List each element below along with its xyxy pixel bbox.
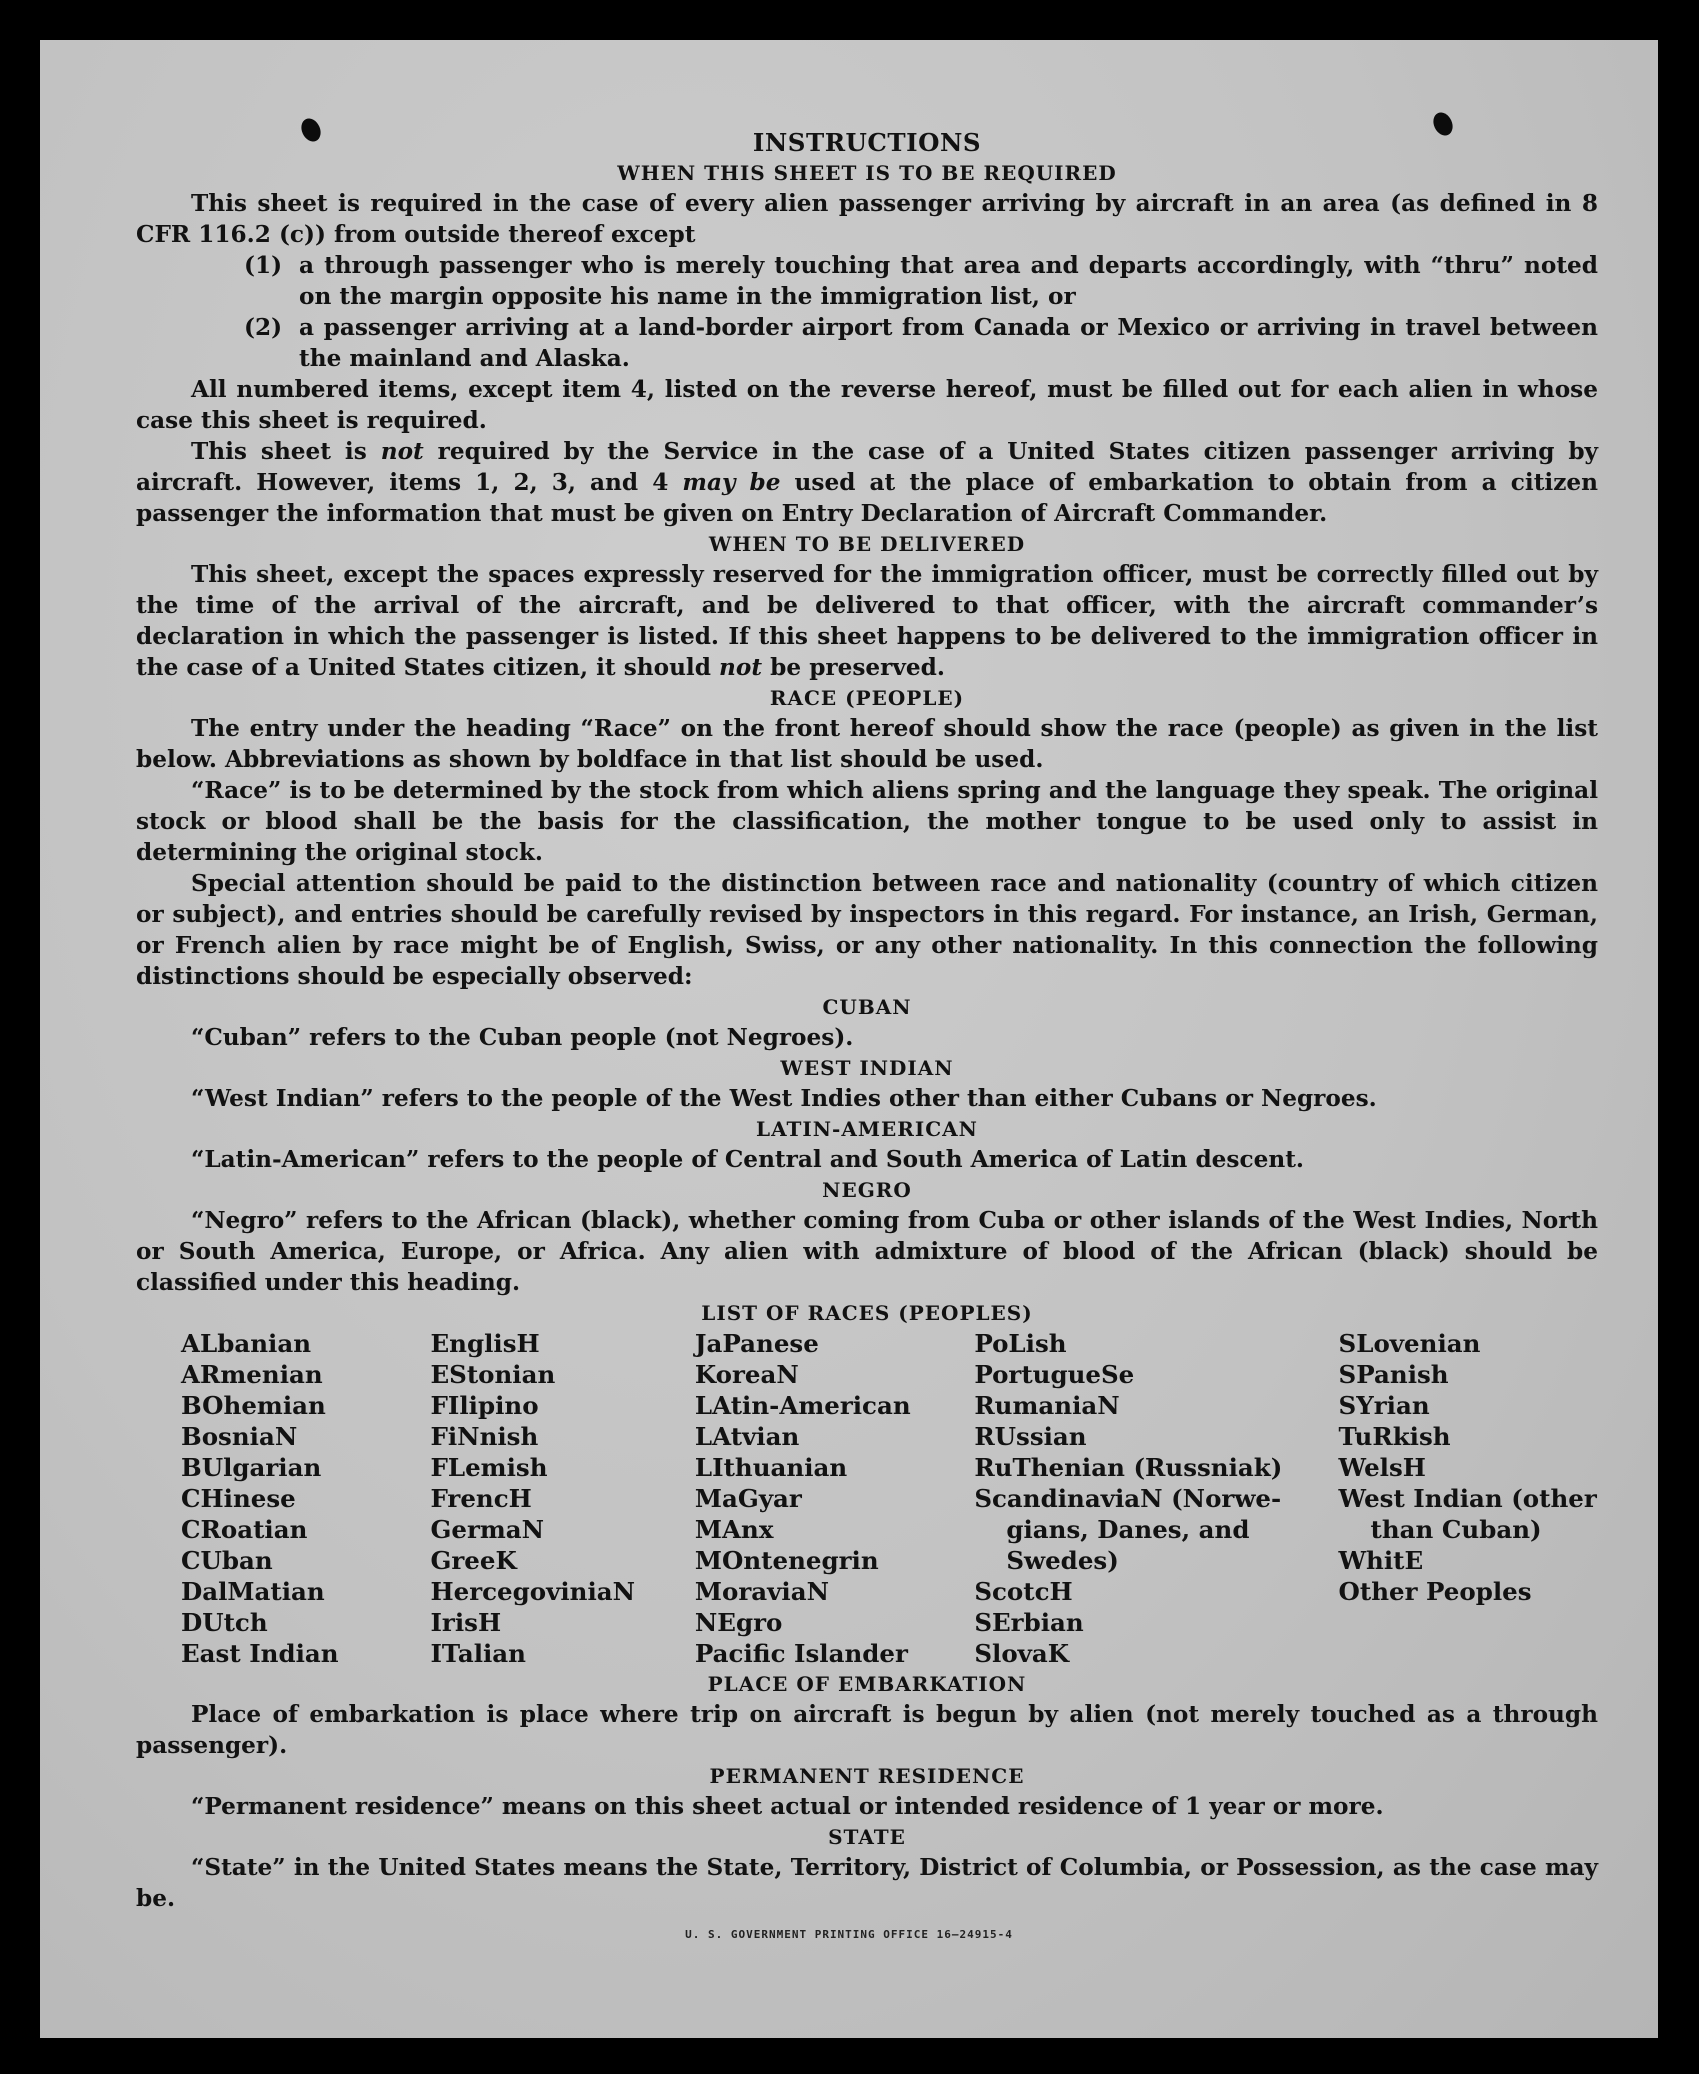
document-page bbox=[40, 40, 1658, 2038]
race-item: SPanish bbox=[1338, 1360, 1449, 1389]
race-item: RUssian bbox=[974, 1422, 1087, 1451]
race-item: WelsH bbox=[1338, 1453, 1426, 1482]
race-item: FrencH bbox=[430, 1484, 532, 1513]
item-number: (2) bbox=[244, 314, 283, 341]
text-run: This sheet is bbox=[191, 438, 381, 465]
paragraph: “Negro” refers to the African (black), whether coming from Cuba or other islands of the West Indies, North or South America, Europe, or Africa. Any alien with admixture of blood of the African (black) should be classified under this heading. bbox=[136, 1207, 1598, 1296]
paragraph: “Latin-American” refers to the people of Central and South America of Latin descent. bbox=[191, 1146, 1304, 1173]
race-item: MoraviaN bbox=[694, 1577, 829, 1606]
race-item: gians, Danes, and bbox=[1006, 1515, 1250, 1544]
race-column bbox=[974, 1328, 1338, 1669]
race-item: WhitE bbox=[1338, 1546, 1424, 1575]
section-heading-race-list: LIST OF RACES (PEOPLES) bbox=[701, 1301, 1033, 1325]
race-item: Pacific Islander bbox=[694, 1639, 908, 1668]
race-item: DUtch bbox=[181, 1608, 268, 1637]
paragraph bbox=[136, 559, 1598, 683]
race-item: GermaN bbox=[430, 1515, 545, 1544]
printer-imprint: U. S. GOVERNMENT PRINTING OFFICE 16—24915-4 bbox=[685, 1928, 1013, 1941]
emphasis: may be bbox=[682, 469, 781, 496]
race-item: MAnx bbox=[694, 1515, 774, 1544]
race-item: BOhemian bbox=[181, 1391, 326, 1420]
page-title: INSTRUCTIONS bbox=[752, 128, 982, 157]
section-heading-embarkation: PLACE OF EMBARKATION bbox=[707, 1672, 1027, 1696]
race-item: CRoatian bbox=[181, 1515, 308, 1544]
section-heading-cuban: CUBAN bbox=[822, 995, 912, 1019]
list-item bbox=[136, 250, 1598, 312]
paragraph: “Permanent residence” means on this sheet actual or intended residence of 1 year or more. bbox=[191, 1793, 1384, 1820]
race-list bbox=[136, 1328, 1598, 1669]
section-heading-race: RACE (PEOPLE) bbox=[769, 686, 965, 710]
item-number: (1) bbox=[244, 252, 283, 279]
section-heading-delivered: WHEN TO BE DELIVERED bbox=[708, 532, 1026, 556]
race-item: ARmenian bbox=[181, 1360, 323, 1389]
race-item: EnglisH bbox=[430, 1329, 540, 1358]
race-item: NEgro bbox=[694, 1608, 783, 1637]
emphasis: not bbox=[380, 438, 424, 465]
race-item: East Indian bbox=[181, 1639, 339, 1668]
item-text: a through passenger who is merely touching that area and departs accordingly, with “thru” noted on the margin opposite his name in the immigration list, or bbox=[299, 252, 1598, 310]
race-item: SLovenian bbox=[1338, 1329, 1481, 1358]
list-item bbox=[136, 312, 1598, 374]
race-item: Other Peoples bbox=[1338, 1577, 1532, 1606]
race-item: BosniaN bbox=[181, 1422, 298, 1451]
race-column bbox=[1339, 1328, 1598, 1669]
race-item: ITalian bbox=[430, 1639, 526, 1668]
race-item: BUlgarian bbox=[181, 1453, 322, 1482]
race-item: LIthuanian bbox=[694, 1453, 848, 1482]
paragraph: “State” in the United States means the State, Territory, District of Columbia, or Possession, as the case may be. bbox=[136, 1854, 1598, 1912]
section-heading-residence: PERMANENT RESIDENCE bbox=[709, 1764, 1025, 1788]
race-item: KoreaN bbox=[694, 1360, 799, 1389]
race-item: TuRkish bbox=[1338, 1422, 1451, 1451]
text-run: used at the place of embarkation to obtain from a citizen passenger the information that must be given on Entry Declaration of Aircraft Commander. bbox=[136, 469, 1598, 527]
race-item: PoLish bbox=[974, 1329, 1067, 1358]
race-item: MaGyar bbox=[694, 1484, 802, 1513]
race-column bbox=[430, 1328, 694, 1669]
race-item: ScandinaviaN (Norwe- bbox=[974, 1484, 1282, 1513]
paragraph: Special attention should be paid to the distinction between race and nationality (country of which citizen or subject), and entries should be carefully revised by inspectors in this regard. For instance, an Irish, German, or French alien by race might be of English, Swiss, or any other nationality. In this connection the following distinctions should be especially observed: bbox=[136, 870, 1598, 990]
race-item: PortugueSe bbox=[974, 1360, 1135, 1389]
race-column bbox=[695, 1328, 974, 1669]
race-item: JaPanese bbox=[694, 1329, 819, 1358]
race-item: MOntenegrin bbox=[694, 1546, 879, 1575]
section-heading-state: STATE bbox=[828, 1825, 906, 1849]
paragraph: This sheet is required in the case of every alien passenger arriving by aircraft in an area (as defined in 8 CFR 116.2 (c)) from outside thereof except bbox=[136, 190, 1598, 248]
race-item: ScotcH bbox=[974, 1577, 1073, 1606]
race-item: RumaniaN bbox=[974, 1391, 1120, 1420]
race-item: Swedes) bbox=[1006, 1546, 1119, 1575]
race-item: SYrian bbox=[1338, 1391, 1430, 1420]
race-item: than Cuban) bbox=[1370, 1515, 1542, 1544]
paragraph: The entry under the heading “Race” on the front hereof should show the race (people) as given in the list below. Abbreviations as shown by boldface in that list should be used. bbox=[136, 715, 1598, 773]
race-item: SlovaK bbox=[974, 1639, 1070, 1668]
race-item: FIlipino bbox=[430, 1391, 539, 1420]
race-column bbox=[181, 1328, 430, 1669]
instructions-body bbox=[136, 128, 1598, 1914]
race-item: West Indian (other bbox=[1338, 1484, 1597, 1513]
race-item: ALbanian bbox=[181, 1329, 312, 1358]
race-item: EStonian bbox=[430, 1360, 556, 1389]
paragraph: “Cuban” refers to the Cuban people (not Negroes). bbox=[191, 1024, 854, 1051]
section-heading-negro: NEGRO bbox=[822, 1178, 912, 1202]
section-heading-latin-american: LATIN-AMERICAN bbox=[756, 1117, 978, 1141]
paragraph: “Race” is to be determined by the stock from which aliens spring and the language they speak. The original stock or blood shall be the basis for the classification, the mother tongue to be used only to assist in determining the original stock. bbox=[136, 777, 1598, 866]
section-heading-west-indian: WEST INDIAN bbox=[780, 1056, 954, 1080]
race-item: RuThenian (Russniak) bbox=[974, 1453, 1283, 1482]
emphasis: not bbox=[719, 654, 763, 681]
race-item: LAtvian bbox=[694, 1422, 800, 1451]
paragraph: Place of embarkation is place where trip on aircraft is begun by alien (not merely touched as a through passenger). bbox=[136, 1701, 1598, 1759]
section-heading-required: WHEN THIS SHEET IS TO BE REQUIRED bbox=[617, 161, 1117, 185]
race-item: FiNnish bbox=[430, 1422, 539, 1451]
race-item: HercegoviniaN bbox=[430, 1577, 636, 1606]
race-item: SErbian bbox=[974, 1608, 1084, 1637]
paragraph: “West Indian” refers to the people of the West Indies other than either Cubans or Negroes. bbox=[191, 1085, 1377, 1112]
race-item: GreeK bbox=[430, 1546, 517, 1575]
race-item: IrisH bbox=[430, 1608, 502, 1637]
race-item: DalMatian bbox=[181, 1577, 325, 1606]
race-item: CHinese bbox=[181, 1484, 296, 1513]
text-run: required by the Service in the case of a United States citizen passenger arriving by aircraft. However, items 1, 2, 3, and 4 bbox=[136, 438, 1599, 496]
race-item: LAtin-American bbox=[694, 1391, 911, 1420]
race-item: CUban bbox=[181, 1546, 273, 1575]
paragraph bbox=[136, 436, 1598, 529]
race-item: FLemish bbox=[430, 1453, 548, 1482]
text-run: This sheet, except the spaces expressly reserved for the immigration officer, must be correctly filled out by the time of the arrival of the aircraft, and be delivered to that officer, with the aircraft commander’s declaration in which the passenger is listed. If this sheet happens to be delivered to the immigration officer in the case of a United States citizen, it should bbox=[136, 561, 1598, 681]
item-text: a passenger arriving at a land-border airport from Canada or Mexico or arriving in travel between the mainland and Alaska. bbox=[299, 314, 1598, 372]
paragraph: All numbered items, except item 4, listed on the reverse hereof, must be filled out for each alien in whose case this sheet is required. bbox=[136, 376, 1598, 434]
text-run: be preserved. bbox=[762, 654, 945, 681]
